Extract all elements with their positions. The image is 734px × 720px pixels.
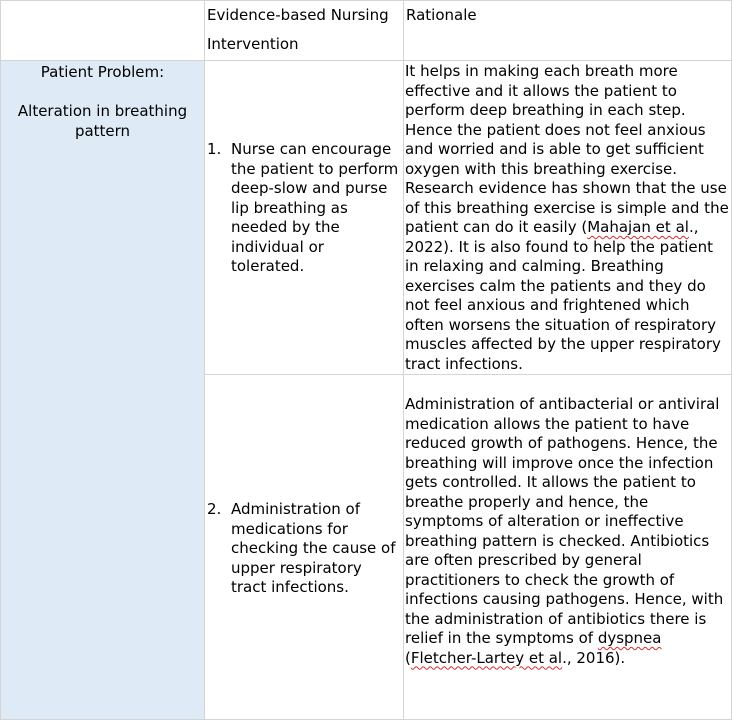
header-rationale: Rationale (404, 1, 732, 61)
header-intervention: Evidence-based Nursing Intervention (205, 1, 404, 61)
intervention-cell-2 (205, 375, 404, 720)
flagged-word: dyspnea (597, 629, 662, 647)
rationale-cell-1 (404, 61, 732, 375)
rationale-text: Administration of antibacterial or antiviral medication allows the patient to have reduced growth of pathogens. Hence, the breathing will improve once the infection gets controlled. It allows the patient to breathe properly and hence, the symptoms of alteration or ineffective breathing pattern is checked. Antibiotics are often prescribed by general practitioners to check the growth of infections causing pathogens. Hence, with the administration of antibiotics there is relief in the symptoms of (405, 395, 724, 647)
citation: Mahajan et al (587, 218, 689, 236)
rationale-text: ., 2022). It is also found to help the patient in relaxing and calming. Breathing exercises calm the patients and they do not feel anxious and frightened which often worsens the situation of respiratory muscles affected by the upper respiratory tract infections. (405, 218, 721, 373)
rationale-text: It helps in making each breath more effective and it allows the patient to perform deep breathing in each step. Hence the patient does not feel anxious and worried and is able to get sufficient oxygen with this breathing exercise. Research evidence has shown that the use of this breathing exercise is simple and the patient can do it easily ( (405, 62, 729, 236)
header-row (1, 1, 732, 61)
patient-problem-label: Patient Problem: (40, 63, 165, 81)
rationale-text: ( (405, 648, 411, 667)
citation: Fletcher-Lartey et al (410, 648, 563, 667)
patient-problem-cell (1, 61, 205, 720)
header-blank-cell (1, 1, 205, 61)
intervention-number: 1. (207, 140, 222, 158)
intervention-text: Nurse can encourage the patient to perform deep-slow and purse lip breathing as needed by the individual or tolerated. (231, 140, 399, 275)
intervention-text: Administration of medications for checking the cause of upper respiratory tract infections. (231, 500, 396, 596)
table-row (1, 61, 732, 375)
intervention-number: 2. (207, 500, 222, 518)
rationale-text: ., 2016). (562, 648, 626, 667)
patient-problem-value: Alteration in breathing pattern (17, 102, 188, 140)
rationale-cell-2 (404, 375, 732, 720)
intervention-cell-1 (205, 61, 404, 375)
